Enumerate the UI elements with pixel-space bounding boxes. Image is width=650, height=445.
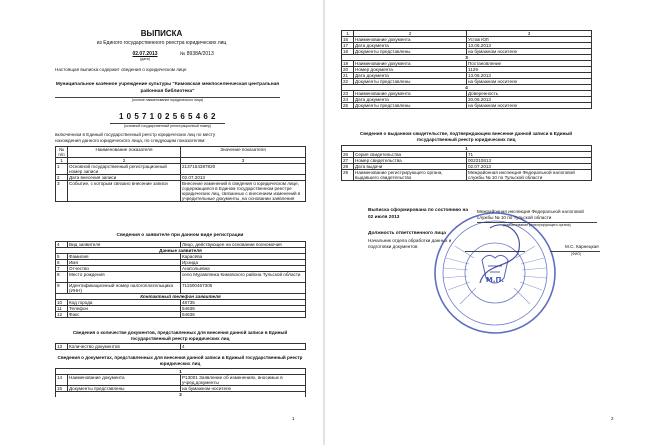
document-title: ВЫПИСКА <box>140 29 183 38</box>
row-value: 1129 <box>467 67 592 73</box>
cert-index: 1 <box>342 146 592 152</box>
intro-text: Настоящая выписка содержит сведения о юридическом лице <box>55 67 187 72</box>
header-cell: 1 <box>56 158 68 164</box>
row-name: Дата внесения записи <box>68 175 181 181</box>
org-full-name: Муниципальное казённое учреждение культуры "Кимовская межпоселенческая центральная <box>55 82 280 87</box>
phone-subheader: Контактный телефон заявителя <box>56 294 306 300</box>
extract-page-1 <box>0 0 323 445</box>
docs-count-table <box>55 343 306 350</box>
page-number: 2 <box>611 416 614 421</box>
row-number: 25 <box>342 103 354 109</box>
row-value: 48735 <box>181 300 306 306</box>
table-row <box>56 375 306 386</box>
position-value: Начальник отдела обработки данных и <box>368 238 452 243</box>
row-number: 14 <box>56 375 68 386</box>
row-name: Событие, с которым связано внесение записи <box>68 181 181 202</box>
doc-index: 3 <box>342 55 592 61</box>
row-number: 7 <box>56 266 68 272</box>
row-number: 9 <box>56 283 68 294</box>
row-name: Имя <box>68 260 181 266</box>
row-name: Наименование регистрирующего органа, выдавшего свидетельство <box>354 170 467 181</box>
row-value: на бумажном носителе <box>181 386 306 392</box>
applicant-subheader: Данные заявителя <box>56 248 306 254</box>
row-name: Дата документа <box>354 97 467 103</box>
row-name: Телефон <box>68 306 181 312</box>
applicant-table <box>55 241 306 318</box>
signer-caption: (ФИО) <box>571 252 582 256</box>
row-value: 13.06.2013 <box>467 43 592 49</box>
row-name: Вид заявителя <box>68 242 181 248</box>
subheader-row <box>56 392 306 398</box>
row-number: 15 <box>56 386 68 392</box>
row-value: Доверенность <box>467 91 592 97</box>
row-value: Межрайонная инспекция Федеральной налоговой службы № 10 по Тульской области <box>467 170 592 181</box>
row-number: 6 <box>56 260 68 266</box>
row-value: 54636 <box>181 312 306 318</box>
row-name: Номер свидетельства <box>354 158 467 164</box>
row-value: 13.06.2013 <box>467 73 592 79</box>
row-number: 4 <box>56 242 68 248</box>
table-row <box>342 170 592 181</box>
row-number: 26 <box>342 152 354 158</box>
header-cell: 3 <box>467 31 592 37</box>
signature-scribble <box>480 225 519 283</box>
row-value: 2137154387820 <box>181 164 306 175</box>
formed-date: 02 июля 2013 <box>368 215 400 220</box>
row-number: 13 <box>56 344 68 350</box>
row-number: 17 <box>342 43 354 49</box>
signer-name: М.С. Карнецкая <box>565 244 599 249</box>
row-value: Ирэида <box>181 260 306 266</box>
row-value: 20.06.2013 <box>467 97 592 103</box>
stamp-center-text: М.П. <box>485 276 505 284</box>
row-number: 23 <box>342 91 354 97</box>
row-value: на бумажном носителе <box>467 103 592 109</box>
formed-label: Выписка сформирована по состоянию на <box>368 208 469 213</box>
row-name: Документы представлены <box>354 49 467 55</box>
row-number: 16 <box>342 37 354 43</box>
row-number: 12 <box>56 312 68 318</box>
row-value: на бумажном носителе <box>467 79 592 85</box>
documents-continued-table <box>341 30 592 109</box>
row-name: Номер документа <box>354 67 467 73</box>
ogrn-value: 1 0 5 7 1 0 2 5 6 5 4 6 2 <box>118 112 216 121</box>
ogrn-caption: (основной государственный регистрационный номер) <box>123 124 212 128</box>
doc-index: 1 <box>56 369 306 375</box>
row-number: 11 <box>56 306 68 312</box>
doc-index: 2 <box>56 392 306 398</box>
header-cell: Наименование показателя <box>68 147 181 158</box>
row-number: 5 <box>56 254 68 260</box>
formed-org-caption: (наименование регистрирующего органа) <box>503 223 571 227</box>
row-name: Место рождения <box>68 272 181 283</box>
row-value: Постановление <box>467 61 592 67</box>
row-name: Наименование документа <box>354 91 467 97</box>
row-value: Карасёва <box>181 254 306 260</box>
row-value: Р13001 Заявление об изменениях, вносимых в учред.документы <box>181 375 306 386</box>
row-name: Документы представлены <box>354 79 467 85</box>
row-number: 24 <box>342 97 354 103</box>
included-text-line2: нахождения данного юридического лица, по следующим показателям: <box>55 138 206 143</box>
row-name: Идентификационный номер налогоплательщика (ИНН) <box>68 283 181 294</box>
row-value: 4 <box>181 344 306 350</box>
applicant-section-title: Сведения о заявителе при данном виде регистрации <box>116 233 244 238</box>
table-header-row <box>56 147 306 158</box>
row-number: 8 <box>56 272 68 283</box>
row-name: Наименование документа <box>354 61 467 67</box>
extract-page-2 <box>325 0 650 445</box>
header-cell: Значение показателя <box>181 147 306 158</box>
extract-date: 02.07.2013 <box>132 51 158 57</box>
docs-table <box>55 368 306 397</box>
row-number: 21 <box>342 73 354 79</box>
row-name: Наименование документа <box>68 375 181 386</box>
page-number: 1 <box>292 416 295 421</box>
row-value: 02.07.2013 <box>181 175 306 181</box>
row-number: 28 <box>342 164 354 170</box>
row-name: Дата документа <box>354 73 467 79</box>
table-row <box>56 344 306 350</box>
row-name: Наименование документа <box>354 37 467 43</box>
included-text: включенном в Единый государственный реестр юридических лиц по месту <box>55 132 216 137</box>
table-row <box>56 312 306 318</box>
row-value: 71 <box>467 152 592 158</box>
row-number: 3 <box>56 181 68 202</box>
row-value: село Муравлянка Кимовского района Тульской области <box>181 272 306 283</box>
row-number: 10 <box>56 300 68 306</box>
row-name: Отчество <box>68 266 181 272</box>
row-number: 19 <box>342 61 354 67</box>
row-value: Лицо, действующее на основании полномочия <box>181 242 306 248</box>
row-number: 2 <box>56 175 68 181</box>
main-indicators-table <box>55 146 306 202</box>
certificate-table <box>341 145 592 181</box>
row-number: 1 <box>56 164 68 175</box>
row-value: 02.07.2013 <box>467 164 592 170</box>
doc-index: 4 <box>342 85 592 91</box>
table-row <box>56 164 306 175</box>
row-value: 002310813 <box>467 158 592 164</box>
certificate-section-title: Сведения о выданном свидетельстве, подтверждающем внесение данной записи в Единый государственный реестр юридических лиц <box>359 131 573 142</box>
table-row <box>342 103 592 109</box>
document-subtitle: из Единого государственного реестра юридических лиц <box>96 40 227 46</box>
row-value: Внесение изменений в сведения о юридическом лице, содержащиеся в Едином государственном реестре юридических лиц, связанных с внесением изменений в учредительные документы, на основании заявления <box>181 181 306 202</box>
official-seal <box>430 208 560 338</box>
row-name: Серия свидетельства <box>354 152 467 158</box>
row-number: 22 <box>342 79 354 85</box>
org-name-caption: (полное наименование юридического лица) <box>131 98 204 102</box>
header-cell: № п/п <box>56 147 68 158</box>
table-row <box>56 283 306 294</box>
row-value: Анатольевна <box>181 266 306 272</box>
row-name: Дата выдачи <box>354 164 467 170</box>
row-value: на бумажном носителе <box>467 49 592 55</box>
row-name: Код города <box>68 300 181 306</box>
row-number: 27 <box>342 158 354 164</box>
extract-date-caption: (дата) <box>140 57 150 61</box>
row-name: Факс <box>68 312 181 318</box>
row-name: Документы представлены <box>354 103 467 109</box>
org-full-name-line2: районная библиотека" <box>140 89 195 94</box>
header-cell: 2 <box>354 31 467 37</box>
row-value: Устав ЮЛ <box>467 37 592 43</box>
header-cell: 3 <box>181 158 306 164</box>
row-number: 20 <box>342 67 354 73</box>
docs-count-section-title: Сведения о количестве документов, представленных для внесения данной записи в Единый государственный реестр юридических лиц <box>72 330 288 341</box>
row-value: 711500467305 <box>181 283 306 294</box>
formed-org: Межрайонная инспекция Федеральной налоговой службы № 10 по Тульской области <box>477 209 584 220</box>
row-name: Основной государственный регистрационный номер записи <box>68 164 181 175</box>
table-row <box>56 181 306 202</box>
row-name: Документы представлены <box>68 386 181 392</box>
row-name: Фамилия <box>68 254 181 260</box>
table-row <box>56 272 306 283</box>
row-value: 54636 <box>181 306 306 312</box>
extract-number: № 8938А/2013 <box>180 51 214 57</box>
row-number: 18 <box>342 49 354 55</box>
row-number: 29 <box>342 170 354 181</box>
header-cell: 1 <box>342 31 354 37</box>
docs-section-title: Сведения о документах, представленных для внесения данной записи в Единый государственный реестр юридических лиц <box>57 355 303 366</box>
row-name: Дата документа <box>354 43 467 49</box>
position-value-line2: подготовки документов <box>368 244 418 249</box>
header-cell: 2 <box>68 158 181 164</box>
position-label: Должность ответственного лица <box>368 231 446 236</box>
row-name: Количество документов <box>68 344 181 350</box>
